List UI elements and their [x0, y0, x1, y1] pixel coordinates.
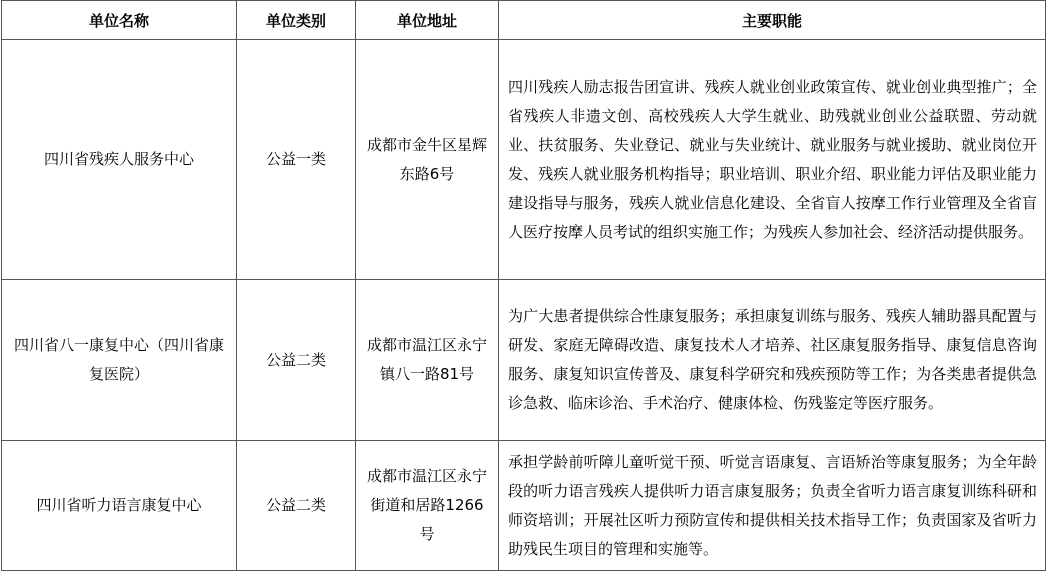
table-header-row	[2, 1, 1046, 40]
cell-unit-address: 成都市金牛区星辉东路6号	[356, 40, 499, 280]
table-row	[2, 441, 1046, 571]
cell-main-duties: 为广大患者提供综合性康复服务；承担康复训练与服务、残疾人辅助器具配置与研发、家庭无障碍改造、康复技术人才培养、社区康复服务指导、康复信息咨询服务、康复知识宣传普及、康复科学研究和残疾预防等工作；为各类患者提供急诊急救、临床诊治、手术治疗、健康体检、伤残鉴定等医疗服务。	[499, 280, 1046, 441]
header-unit-address: 单位地址	[356, 1, 499, 40]
cell-unit-category: 公益二类	[237, 441, 356, 571]
header-main-duties: 主要职能	[499, 1, 1046, 40]
cell-main-duties: 四川残疾人励志报告团宣讲、残疾人就业创业政策宣传、就业创业典型推广；全省残疾人非遗文创、高校残疾人大学生就业、助残就业创业公益联盟、劳动就业、扶贫服务、失业登记、就业与失业统计、就业服务与就业援助、就业岗位开发、残疾人就业服务机构指导；职业培训、职业介绍、职业能力评估及职业能力建设指导与服务，残疾人就业信息化建设、全省盲人按摩工作行业管理及全省盲人医疗按摩人员考试的组织实施工作；为残疾人参加社会、经济活动提供服务。	[499, 40, 1046, 280]
cell-unit-name: 四川省八一康复中心（四川省康复医院）	[2, 280, 237, 441]
header-unit-name: 单位名称	[2, 1, 237, 40]
cell-main-duties: 承担学龄前听障儿童听觉干预、听觉言语康复、言语矫治等康复服务；为全年龄段的听力语言残疾人提供听力语言康复服务；负责全省听力语言康复训练科研和师资培训；开展社区听力预防宣传和提供相关技术指导工作；负责国家及省听力助残民生项目的管理和实施等。	[499, 441, 1046, 571]
cell-unit-category: 公益一类	[237, 40, 356, 280]
cell-unit-name: 四川省残疾人服务中心	[2, 40, 237, 280]
cell-unit-address: 成都市温江区永宁镇八一路81号	[356, 280, 499, 441]
cell-unit-address: 成都市温江区永宁街道和居路1266号	[356, 441, 499, 571]
table-row	[2, 280, 1046, 441]
table-row	[2, 40, 1046, 280]
header-unit-category: 单位类别	[237, 1, 356, 40]
institution-table	[1, 0, 1046, 571]
cell-unit-name: 四川省听力语言康复中心	[2, 441, 237, 571]
cell-unit-category: 公益二类	[237, 280, 356, 441]
